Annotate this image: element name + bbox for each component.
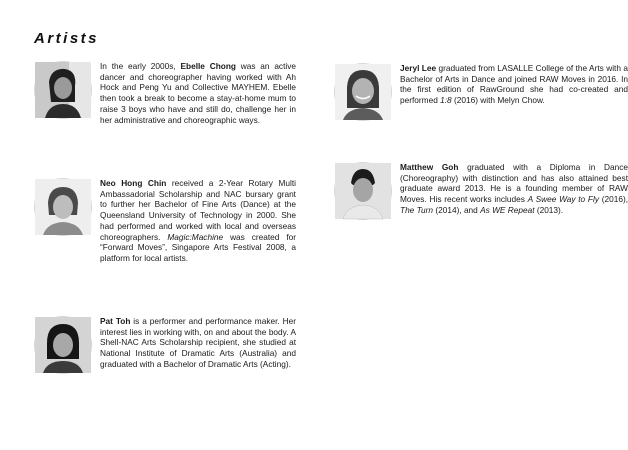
bio-body: was an active dancer and choreographer having worked with Ah Hock and Peng Yu and Collective MAYHEM. Ebelle then took a break to become a stay-at-home mum to raise 3 boys who have and still do, challenge her in her administrative and choreographic ways.: [100, 61, 296, 125]
artist-name: Ebelle Chong: [180, 61, 236, 71]
artist-name: Jeryl Lee: [400, 63, 437, 73]
work-title: As WE Repeat: [480, 204, 535, 215]
work-title: A Swee Way to Fly: [527, 194, 599, 205]
artist-name: Neo Hong Chin: [100, 178, 167, 188]
work-title: Magic:Machine: [167, 231, 224, 242]
artist-name: Pat Toh: [100, 316, 131, 326]
bio-body: (2016) with Melyn Chow.: [451, 95, 545, 106]
bio-body: (2014), and: [433, 204, 481, 215]
artist-bio-neo-hong-chin: [34, 178, 296, 264]
bio-body: (2013).: [534, 204, 564, 215]
artist-photo: [34, 178, 92, 236]
page-title: Artists: [34, 30, 100, 47]
artist-photo: [34, 61, 92, 119]
artist-bio-text: [100, 316, 296, 370]
bio-body: (2016),: [598, 194, 628, 205]
artist-bio-matthew-goh: [334, 162, 628, 220]
artist-bio-text: [400, 63, 628, 106]
bio-body: is a performer and performance maker. Her interest lies in working with, on and about the body. A Shell-NAC Arts Scholarship recipient, she studied at National Institute of Dramatic Arts (Australia) and graduated with a Bachelor of Dramatic Arts (Acting).: [100, 316, 296, 369]
work-title: 1:8: [440, 95, 452, 106]
artist-photo: [334, 162, 392, 220]
artist-bio-pat-toh: [34, 316, 296, 374]
bio-intro: In the early 2000s,: [100, 61, 181, 71]
artist-name: Matthew Goh: [400, 162, 459, 172]
artist-bio-jeryl-lee: [334, 63, 628, 121]
artist-photo: [334, 63, 392, 121]
artist-bio-text: [100, 178, 296, 264]
artist-photo: [34, 316, 92, 374]
bio-body: received a 2-Year Rotary Multi Ambassadorial Scholarship and NAC bursary grant to further her Bachelor of Fine Arts (Dance) at the Queensland University of Technology in 2000. She had performed and worked with local and overseas choreographers.: [100, 178, 296, 242]
bio-body: graduated with a Diploma in Dance (Choreography) with distinction and has also attained best graduate award 2013. He is a founding member of RAW Moves. His recent works includes: [400, 162, 628, 205]
artist-bio-text: [100, 61, 296, 125]
bio-body: graduated from LASALLE College of the Arts with a Bachelor of Arts in Dance and joined RAW Moves in 2016. In the first edition of RawGround she had co-created and performed: [400, 63, 628, 106]
artist-bio-text: [400, 162, 628, 216]
bio-body: was created for “Forward Moves”, Singapore Arts Festival 2008, a platform for local artists.: [100, 231, 296, 263]
work-title: The Turn: [400, 204, 434, 215]
artist-bio-ebelle-chong: [34, 61, 296, 125]
